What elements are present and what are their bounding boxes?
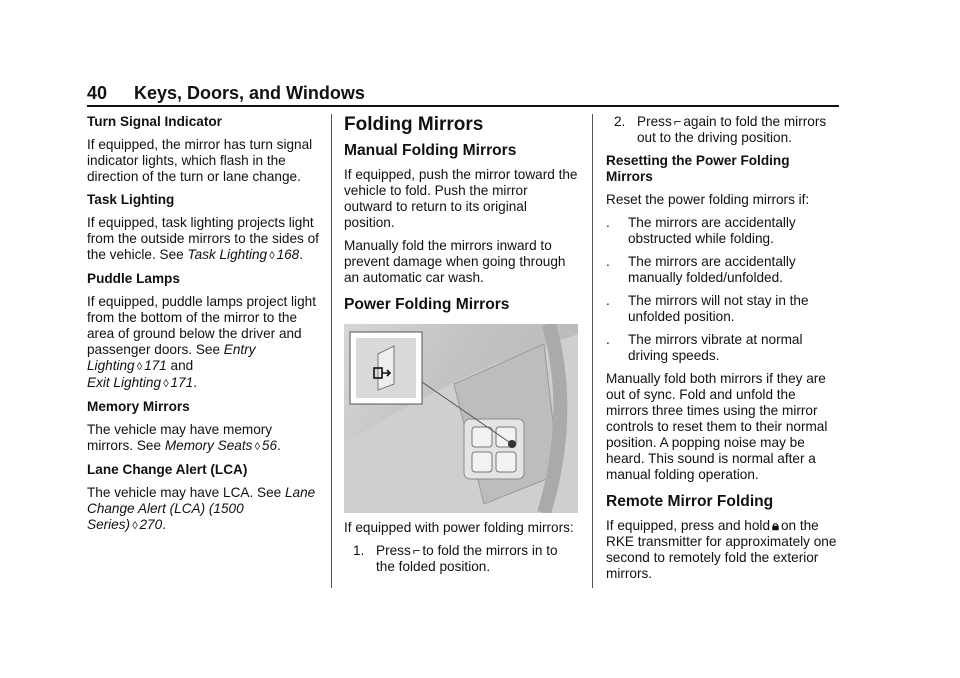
step-2-number: 2. bbox=[614, 114, 626, 129]
task-lighting-text: If equipped, task lighting projects light from the outside mirrors to the sides of the vehicle. See bbox=[87, 215, 319, 262]
manual-sync-text: Manually fold both mirrors if they are out of sync. Fold and unfold the mirrors three times using the mirror controls to reset them to their normal position. A popping noise may be heard. This sound is normal after a manual folding operation. bbox=[606, 371, 828, 482]
step-2 bbox=[606, 114, 840, 146]
task-lighting-paragraph: If equipped, task lighting projects light from the outside mirrors to the sides of the vehicle. See Task Lighting ◊ 168. bbox=[87, 215, 319, 262]
step-1-text: Press ⌐ to fold the mirrors in to the folded position. bbox=[376, 543, 558, 574]
lca-text: The vehicle may have LCA. See bbox=[87, 485, 282, 500]
page-arrow-icon: ◊ bbox=[254, 441, 260, 453]
page-number: 40 bbox=[87, 83, 108, 103]
column-divider bbox=[592, 114, 593, 588]
column-middle bbox=[344, 114, 578, 575]
power-folding-heading: Power Folding Mirrors bbox=[344, 296, 510, 313]
list-item: . The mirrors will not stay in the unfolded position. bbox=[606, 293, 809, 324]
turn-signal-heading: Turn Signal Indicator bbox=[87, 114, 222, 129]
reset-intro: Reset the power folding mirrors if: bbox=[606, 192, 810, 207]
remote-folding-text: If equipped, press and hold 🔒︎ on the RKE transmitter for approximately one second to remotely fold the exterior mirrors. bbox=[606, 518, 837, 581]
memory-paragraph: The vehicle may have memory mirrors. See Memory Seats ◊ 56. bbox=[87, 422, 281, 453]
column-divider bbox=[331, 114, 332, 588]
list-item: . The mirrors are accidentally manually folded/unfolded. bbox=[606, 254, 796, 285]
turn-signal-text: If equipped, the mirror has turn signal indicator lights, which flash in the direction of the turn or lane change. bbox=[87, 137, 313, 184]
door-switch-illustration bbox=[344, 324, 578, 513]
task-lighting-link[interactable]: Task Lighting ◊ 168 bbox=[187, 247, 300, 262]
entry-lighting-link[interactable]: Entry Lighting ◊ 171 bbox=[87, 342, 256, 373]
mirror-fold-switch bbox=[508, 440, 516, 448]
puddle-paragraph: If equipped, puddle lamps project light from the bottom of the mirror to the area of ground below the driver and passenger doors. See Entry Lighting ◊ 171 and Exit Lighting ◊ 171. bbox=[87, 294, 316, 390]
puddle-text: If equipped, puddle lamps project light from the bottom of the mirror to the area of ground below the driver and passenger doors. See bbox=[87, 294, 316, 357]
lca-paragraph: The vehicle may have LCA. See Lane Change Alert (LCA) (1500 Series) ◊ 270. bbox=[87, 485, 316, 532]
task-lighting-heading: Task Lighting bbox=[87, 192, 175, 207]
memory-seats-link[interactable]: Memory Seats ◊ 56 bbox=[164, 438, 278, 453]
list-item: . The mirrors vibrate at normal driving speeds. bbox=[606, 332, 803, 363]
column-right bbox=[606, 114, 840, 582]
lock-icon: 🔒︎ bbox=[772, 518, 779, 533]
section-title: Keys, Doors, and Windows bbox=[134, 83, 365, 103]
mirror-fold-icon: ⌐ bbox=[412, 543, 421, 558]
column-left bbox=[87, 114, 319, 534]
page-arrow-icon: ◊ bbox=[136, 361, 143, 373]
page-arrow-icon: ◊ bbox=[269, 250, 275, 262]
step-1-number: 1. bbox=[353, 543, 365, 558]
lca-heading: Lane Change Alert (LCA) bbox=[87, 462, 248, 477]
folding-mirrors-heading: Folding Mirrors bbox=[344, 114, 484, 135]
manual-folding-heading: Manual Folding Mirrors bbox=[344, 142, 517, 159]
car-wash-text: Manually fold the mirrors inward to prevent damage when going through an automatic car wash. bbox=[344, 238, 566, 285]
reset-heading: Resetting the Power Folding Mirrors bbox=[606, 153, 790, 184]
page-header bbox=[87, 82, 839, 104]
remote-folding-heading: Remote Mirror Folding bbox=[606, 493, 774, 510]
door-panel-drawing bbox=[344, 324, 578, 513]
puddle-heading: Puddle Lamps bbox=[87, 271, 180, 286]
page-arrow-icon: ◊ bbox=[132, 520, 138, 532]
power-folding-text: If equipped with power folding mirrors: bbox=[344, 520, 574, 535]
page-arrow-icon: ◊ bbox=[163, 378, 169, 390]
exit-lighting-link[interactable]: Exit Lighting ◊ 171 bbox=[87, 375, 194, 390]
manual-folding-text: If equipped, push the mirror toward the vehicle to fold. Push the mirror outward to return to its original position. bbox=[344, 167, 578, 230]
memory-heading: Memory Mirrors bbox=[87, 399, 190, 414]
step-1 bbox=[344, 543, 578, 575]
memory-text: The vehicle may have memory mirrors. See bbox=[87, 422, 273, 453]
mirror-fold-icon: ⌐ bbox=[673, 114, 682, 129]
list-item: . The mirrors are accidentally obstructed while folding. bbox=[606, 215, 796, 246]
header-rule bbox=[87, 105, 839, 107]
step-2-text: Press ⌐ again to fold the mirrors out to the driving position. bbox=[637, 114, 827, 145]
lca-link[interactable]: Lane Change Alert (LCA) (1500 Series) ◊ 270 bbox=[87, 485, 316, 532]
puddle-and: and bbox=[170, 358, 194, 373]
